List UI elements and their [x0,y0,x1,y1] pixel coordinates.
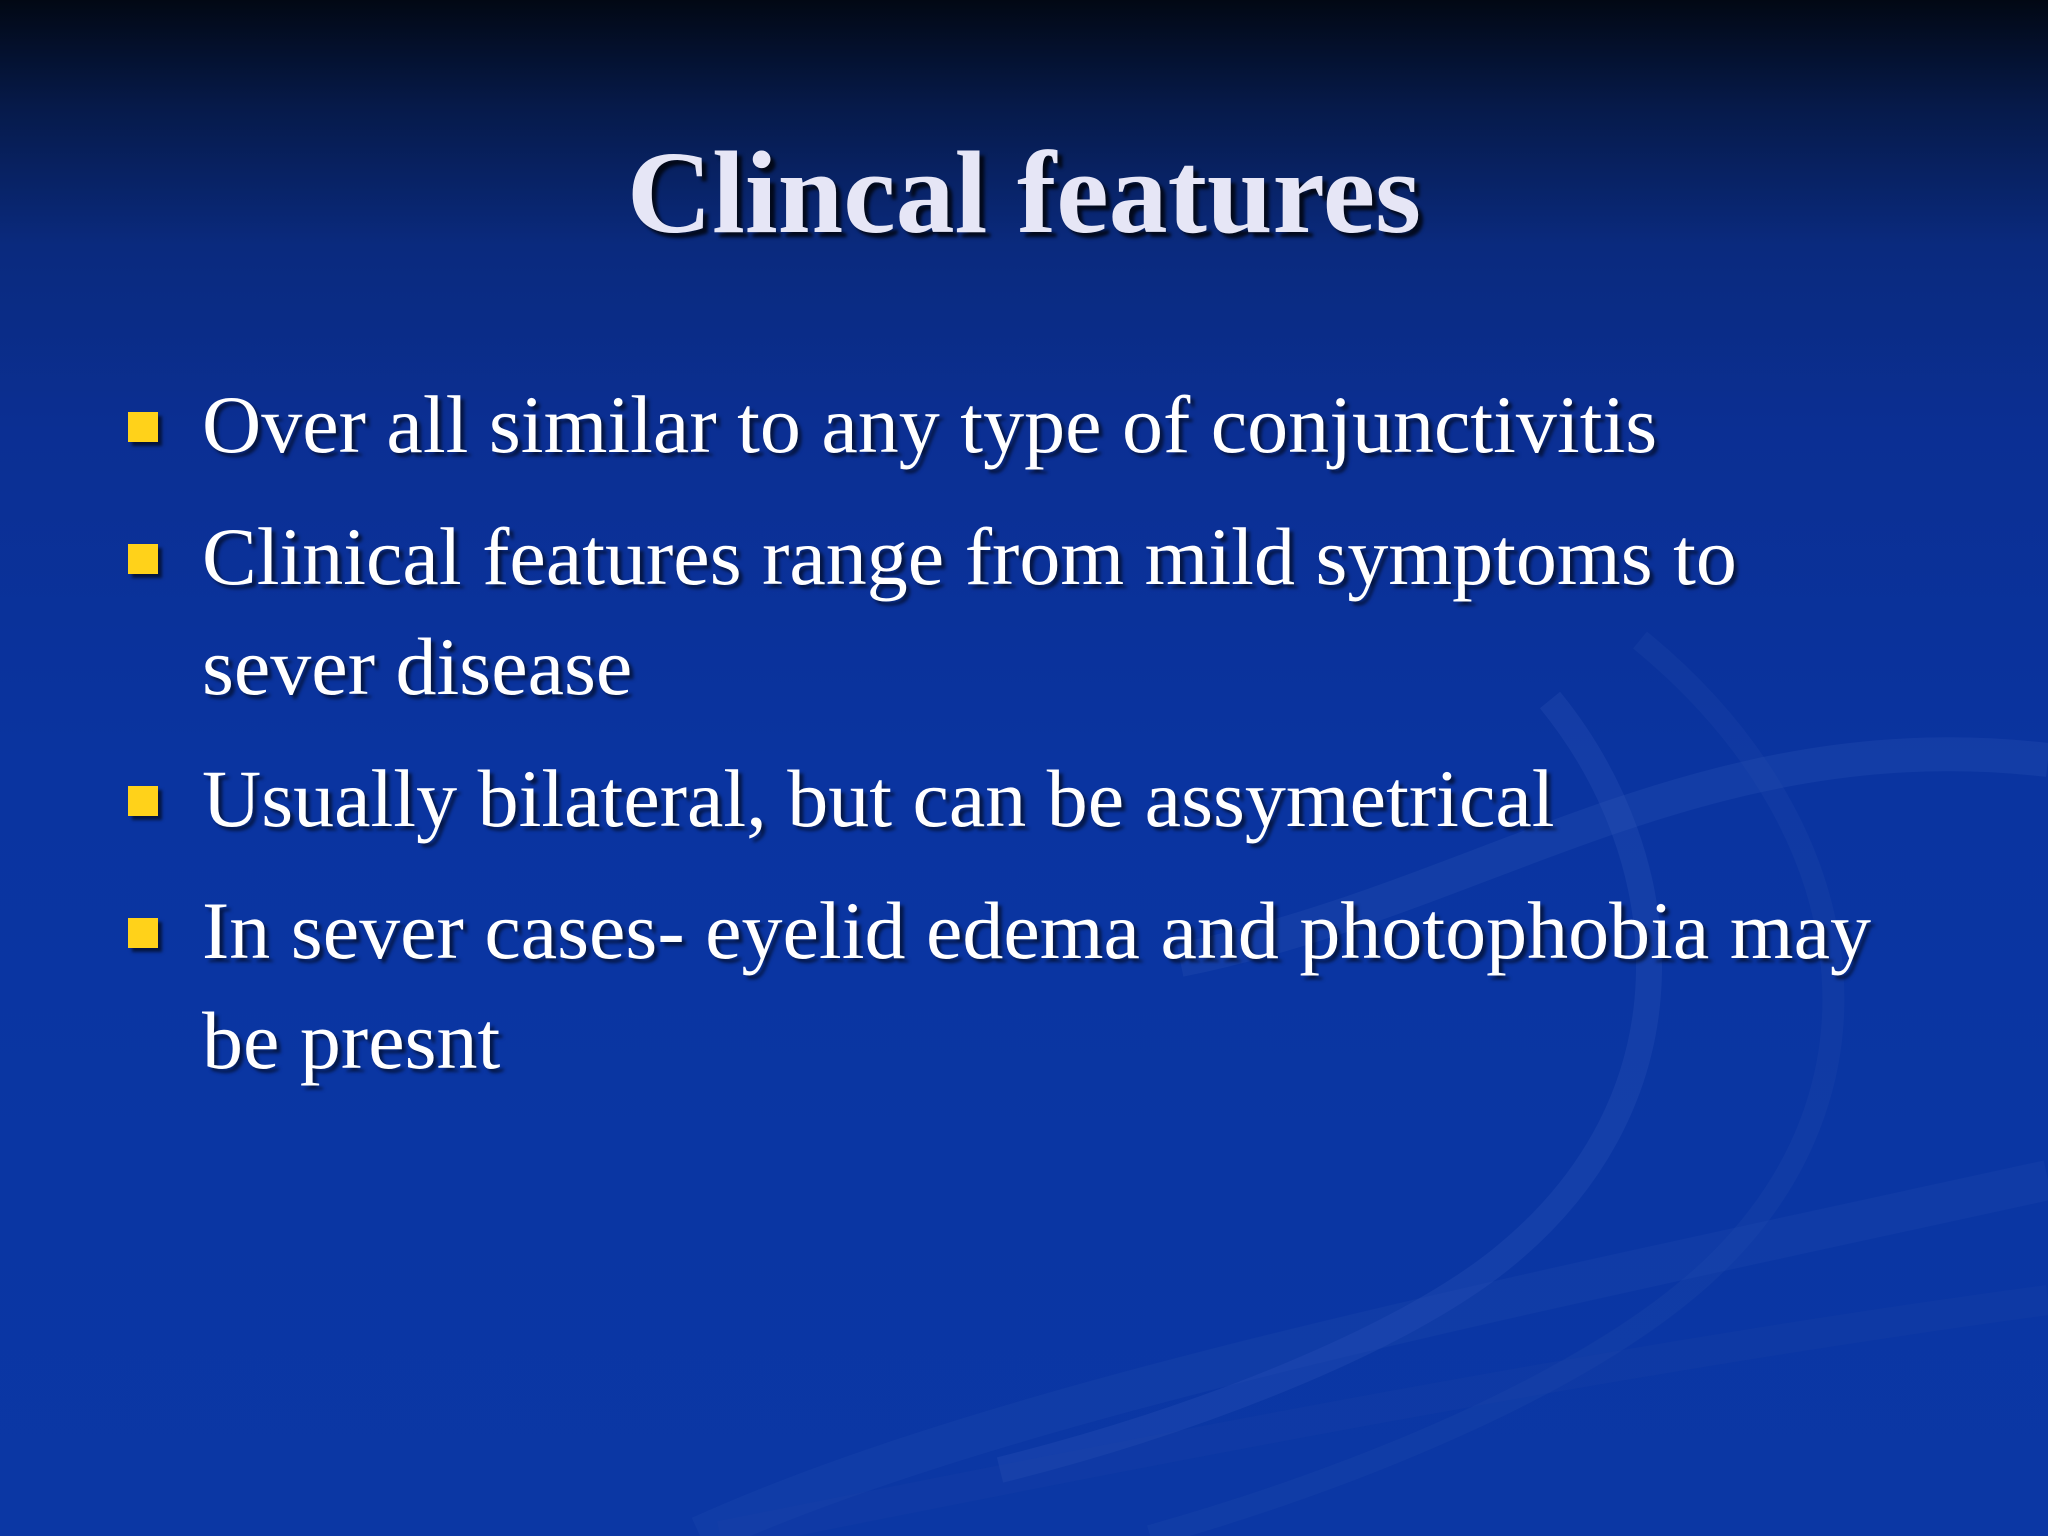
yellow-square-bullet-icon [128,918,158,948]
yellow-square-bullet-icon [128,544,158,574]
list-item [120,876,1920,1096]
bullet-text: Clinical features range from mild symptoms to sever disease [202,511,1737,712]
bullet-text: In sever cases- eyelid edema and photophobia may be presnt [202,885,1871,1086]
bullet-text: Usually bilateral, but can be assymetrical [202,753,1555,844]
list-item [120,744,1920,854]
bullet-text: Over all similar to any type of conjunctivitis [202,379,1658,470]
slide-title: Clincal features [626,127,1422,258]
bullet-list [120,370,1920,1118]
yellow-square-bullet-icon [128,412,158,442]
yellow-square-bullet-icon [128,786,158,816]
list-item [120,502,1920,722]
list-item [120,370,1920,480]
